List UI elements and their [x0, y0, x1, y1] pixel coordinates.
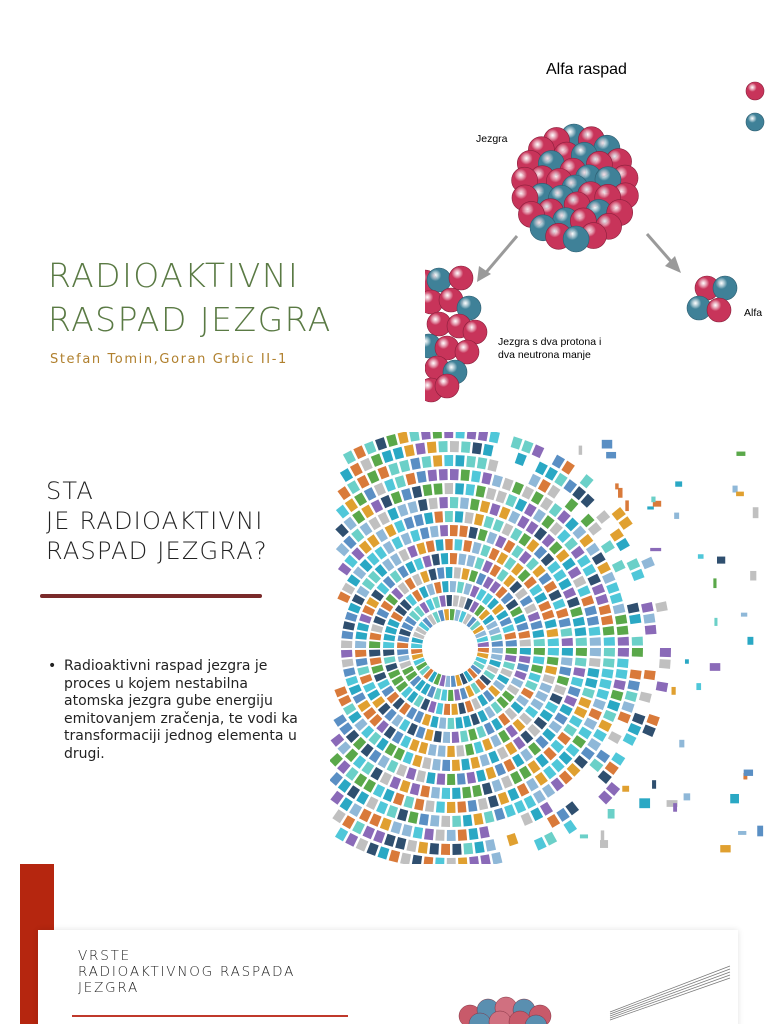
alpha-nucleon — [707, 298, 731, 322]
slide-heading: VRSTE RADIOAKTIVNOG RASPADA JEZGRA — [78, 948, 296, 996]
slide-subtitle: Stefan Tomin,Goran Grbic II-1 — [50, 352, 288, 367]
burst-fragments — [579, 440, 763, 853]
radial-burst-image — [330, 432, 768, 864]
heading-underline — [72, 1015, 348, 1017]
emission-lines — [610, 966, 730, 1020]
nucleus-emission-image — [440, 964, 740, 1024]
legend-proton-icon — [746, 82, 764, 100]
nucleon — [563, 226, 589, 252]
legend-neutron-icon — [746, 113, 764, 131]
remnant-nucleon — [435, 374, 459, 398]
nucleus-cluster — [459, 997, 551, 1024]
heading-underline — [40, 594, 262, 598]
types-slide — [0, 864, 768, 1024]
title-slide — [0, 0, 768, 432]
slide-heading: STA JE RADIOAKTIVNI RASPAD JEZGRA? — [46, 477, 268, 565]
remnant-nucleon — [449, 266, 473, 290]
alpha-nucleon — [713, 276, 737, 300]
bullet-marker: • — [48, 658, 57, 674]
bullet-text: Radioaktivni raspad jezgra je proces u kojem nestabilna atomska jezgra gube energiju emitovanjem zračenja, te vodi ka transformaciji jednog elementa u drugi. — [64, 658, 298, 762]
definition-slide — [0, 432, 768, 864]
alpha-particle-label: Alfa — [744, 307, 763, 319]
remnant-nucleus-label: Jezgra s dva protona i dva neutrona manje — [498, 336, 602, 361]
bullet-list-item — [48, 658, 308, 763]
diagram-title: Alfa raspad — [546, 61, 627, 78]
nucleus-label: Jezgra — [476, 133, 508, 145]
slide-title: RADIOAKTIVNI RASPAD JEZGRA — [48, 256, 332, 339]
